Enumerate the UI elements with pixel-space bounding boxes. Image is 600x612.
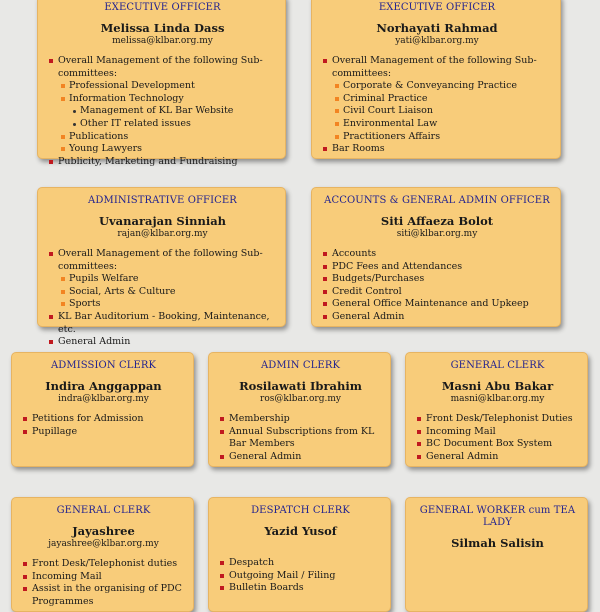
duty-item: Incoming Mail (22, 571, 185, 584)
staff-card (311, 0, 561, 159)
staff-card (11, 497, 194, 612)
staff-card (405, 352, 588, 467)
sub-duty-item: Publications (58, 131, 277, 144)
card-title: DESPATCH CLERK (251, 505, 350, 516)
duty-list (219, 413, 382, 463)
duty-item: Bar Rooms (322, 143, 552, 156)
staff-card (37, 187, 286, 348)
card-title: EXECUTIVE OFFICER (378, 2, 496, 13)
staff-card (208, 352, 391, 467)
duty-item: PDC Fees and Attendances (322, 261, 552, 274)
staff-card (405, 497, 588, 612)
staff-name: Rosilawati Ibrahim (239, 379, 362, 393)
sub-duty-item: Practitioners Affairs (332, 131, 552, 144)
card-title: EXECUTIVE OFFICER (104, 2, 221, 13)
staff-email: siti@klbar.org.my (396, 229, 478, 239)
duty-item: Petitions for Admission (22, 413, 185, 426)
duty-item: Front Desk/Telephonist duties (22, 558, 185, 571)
sub-duty-item: Environmental Law (332, 118, 552, 131)
duty-list (416, 413, 579, 463)
staff-card (311, 187, 561, 327)
duty-item: Credit Control (322, 286, 552, 299)
staff-email: masni@klbar.org.my (450, 394, 545, 404)
staff-email: yati@klbar.org.my (395, 36, 479, 46)
card-title: ADMINISTRATIVE OFFICER (88, 195, 237, 206)
duty-item: Membership (219, 413, 382, 426)
staff-name: Siti Affaeza Bolot (380, 214, 494, 228)
duty-list (219, 557, 382, 595)
staff-card (208, 497, 391, 612)
duty-item: Bulletin Boards (219, 582, 382, 595)
staff-name: Silmah Salisin (451, 536, 544, 550)
duty-item: Overall Management of the following Sub-committees: Corporate & Conveyancing Practice Criminal Practice Civil Court Liaison Environmental Law Practitioners Affairs (322, 55, 552, 143)
sub-duty-item: Corporate & Conveyancing Practice (332, 80, 552, 93)
staff-name: Uvanarajan Sinniah (98, 214, 227, 228)
sub-duty-item: Young Lawyers (58, 143, 277, 156)
duty-item: Annual Subscriptions from KL Bar Members (219, 426, 382, 451)
duty-item: Overall Management of the following Sub-committees: Professional Development Information Technology Management of KL Bar Website Other IT related issues Publications Young Lawyers (48, 55, 277, 156)
duty-list (48, 248, 277, 349)
staff-name: Jayashree (72, 524, 135, 538)
sub-duty-item: Pupils Welfare (58, 273, 277, 286)
staff-name: Indira Anggappan (45, 379, 162, 393)
staff-email: rajan@klbar.org.my (117, 229, 208, 239)
duty-item: General Office Maintenance and Upkeep (322, 298, 552, 311)
card-title: GENERAL CLERK (56, 505, 151, 516)
duty-item: Pupillage (22, 426, 185, 439)
duty-item: Assist in the organising of PDC Programmes (22, 583, 185, 608)
staff-card (37, 0, 286, 167)
staff-email: indra@klbar.org.my (58, 394, 149, 404)
duty-list (22, 413, 185, 438)
card-title: GENERAL CLERK (450, 360, 545, 371)
duty-item: Outgoing Mail / Filing (219, 570, 382, 583)
staff-name: Masni Abu Bakar (441, 379, 554, 393)
duty-list (322, 55, 552, 156)
staff-name: Melissa Linda Dass (100, 21, 225, 35)
staff-email: jayashree@klbar.org.my (48, 539, 159, 549)
card-title: GENERAL WORKER cum TEA LADY (419, 505, 576, 528)
sub-duty-item: Professional Development (58, 80, 277, 93)
sub-sub-duty-item: Other IT related issues (69, 118, 277, 131)
card-title: ACCOUNTS & GENERAL ADMIN OFFICER (324, 195, 550, 206)
sub-duty-item: Civil Court Liaison (332, 105, 552, 118)
sub-duty-item: Social, Arts & Culture (58, 286, 277, 299)
sub-sub-duty-item: Management of KL Bar Website (69, 105, 277, 118)
duty-item: Despatch (219, 557, 382, 570)
duty-list (322, 248, 552, 324)
duty-item: General Admin (48, 336, 277, 349)
duty-item: Accounts (322, 248, 552, 261)
sub-duty-item: Sports (58, 298, 277, 311)
duty-item: General Admin (322, 311, 552, 324)
duty-item: KL Bar Auditorium - Booking, Maintenance, etc. (48, 311, 277, 336)
duty-item: Incoming Mail (416, 426, 579, 439)
duty-list (22, 558, 185, 608)
sub-duty-item: Criminal Practice (332, 93, 552, 106)
staff-name: Yazid Yusof (264, 524, 337, 538)
duty-item: General Admin (416, 451, 579, 464)
duty-list (48, 55, 277, 168)
staff-email: melissa@klbar.org.my (112, 36, 213, 46)
duty-item: Overall Management of the following Sub-committees: Pupils Welfare Social, Arts & Culture Sports (48, 248, 277, 311)
staff-email: ros@klbar.org.my (260, 394, 341, 404)
sub-duty-item: Information Technology Management of KL Bar Website Other IT related issues (58, 93, 277, 131)
staff-card (11, 352, 194, 467)
duty-item: General Admin (219, 451, 382, 464)
duty-item: Budgets/Purchases (322, 273, 552, 286)
card-title: ADMIN CLERK (260, 360, 341, 371)
card-title: ADMISSION CLERK (50, 360, 157, 371)
duty-item: Publicity, Marketing and Fundraising (48, 156, 277, 169)
staff-name: Norhayati Rahmad (376, 21, 498, 35)
duty-item: Front Desk/Telephonist Duties (416, 413, 579, 426)
duty-item: BC Document Box System (416, 438, 579, 451)
